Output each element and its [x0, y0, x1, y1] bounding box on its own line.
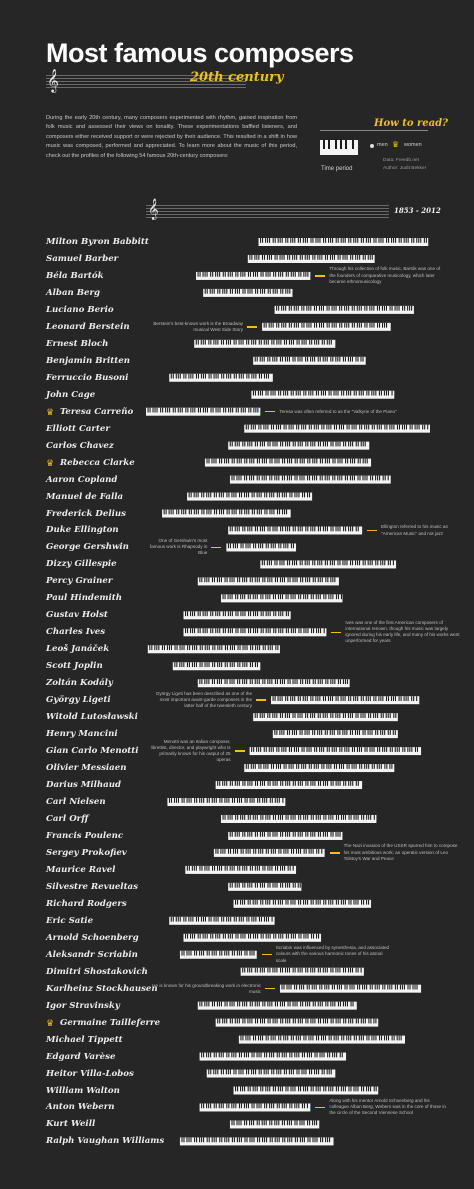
composer-name: Leonard Berstein — [46, 321, 130, 332]
composer-name: Karlheinz Stockhausen — [46, 983, 158, 994]
lifespan-bar — [205, 459, 371, 467]
lifespan-bar — [146, 408, 260, 416]
composer-name: Samuel Barber — [46, 253, 119, 264]
lifespan-bar — [184, 611, 291, 619]
composer-name: Carlos Chavez — [46, 440, 114, 451]
composer-name: Charles Ives — [46, 627, 106, 638]
composer-name: György Ligeti — [46, 695, 111, 706]
page-title: Most famous composers — [46, 38, 354, 68]
composer-name: Aleksandr Scriabin — [46, 949, 138, 960]
time-period-label: Time period — [321, 166, 353, 172]
crown-icon: ♛ — [46, 1017, 55, 1028]
composer-name: Duke Ellington — [46, 525, 119, 536]
lifespan-bar — [262, 323, 391, 331]
annotation-text: Ellington referred to his music as "American Music" and not jazz — [381, 524, 448, 536]
lifespan-bar — [228, 883, 301, 891]
lifespan-bar — [180, 1137, 334, 1145]
composer-name: Percy Grainer — [46, 576, 113, 587]
composer-name: Ferruccio Busoni — [46, 372, 129, 383]
lifespan-bar — [216, 1019, 379, 1027]
composer-name: Leoš Janáček — [46, 644, 110, 655]
crown-icon: ♛ — [392, 140, 400, 149]
annotation-text: Through his collection of folk music, Bartók was one of the founders of comparative musicology, which later became ethnomusicology — [329, 266, 441, 284]
lifespan-bar — [226, 543, 296, 551]
lifespan-bar — [234, 1087, 379, 1095]
composer-name: John Cage — [46, 389, 96, 400]
lifespan-bar — [198, 679, 350, 687]
composer-name: Igor Stravinsky — [46, 1000, 120, 1011]
lifespan-bar — [194, 340, 335, 348]
lifespan-bar — [259, 238, 429, 246]
composer-name: Germaine Tailleferre — [60, 1017, 161, 1028]
data-source: Data: Freedb.net — [383, 158, 419, 163]
composer-name: Dizzy Gillespie — [46, 559, 117, 570]
intro-text: During the early 20th century, many composers experimented with rhythm, gained inspiration from folk music and assessed their views on tonality. These experimentations baffled listeners, and composers either received support or were rejected by their audience. This resulted in a shift in how music was composed, performed and appreciated. To learn more about the music of this period, check out the profiles of the following 54 famous 20th-century composers: — [46, 115, 297, 159]
composer-name: Dimitri Shostakovich — [46, 966, 148, 977]
lifespan-bar — [260, 560, 396, 568]
lifespan-bar — [271, 696, 419, 704]
lifespan-bar — [214, 849, 325, 857]
composer-name: Aaron Copland — [46, 474, 118, 485]
composer-name: Béla Bartók — [46, 270, 104, 281]
lifespan-bar — [180, 951, 257, 959]
annotation-text: He is known for his groundbreaking work in electronic music — [152, 982, 261, 994]
lifespan-bar — [244, 425, 430, 433]
lifespan-bar — [280, 985, 421, 993]
lifespan-bar — [239, 1036, 405, 1044]
lifespan-bar — [234, 900, 372, 908]
lifespan-bar — [253, 357, 366, 365]
composer-name: Carl Orff — [46, 813, 89, 824]
composer-name: Ernest Bloch — [46, 338, 109, 349]
lifespan-bar — [196, 272, 310, 280]
annotation-text: Scriabin was influenced by synesthesia, and associated colours with the various harmonic tones of his atonal scale — [275, 945, 390, 963]
lifespan-bar — [167, 798, 285, 806]
lifespan-bar — [169, 917, 274, 925]
lifespan-bar — [162, 510, 291, 518]
composer-name: Maurice Ravel — [46, 864, 116, 875]
lifespan-bar — [221, 815, 376, 823]
lifespan-bar — [221, 594, 342, 602]
annotation-text: One of Gershwin's most famous work is Rhapsody in Blue — [149, 537, 208, 556]
composer-name: Ralph Vaughan Williams — [46, 1136, 165, 1147]
lifespan-bar — [207, 1070, 336, 1078]
lifespan-bar — [228, 832, 342, 840]
lifespan-bar — [253, 713, 398, 721]
lifespan-bar — [241, 968, 364, 976]
composer-name: Kurt Weill — [46, 1119, 96, 1130]
legend-men: men — [377, 142, 388, 148]
composer-name: Henry Mancini — [46, 729, 118, 740]
composer-name: Scott Joplin — [46, 661, 103, 672]
lifespan-bar — [228, 442, 369, 450]
annotation-text: György Ligeti has been described as one of the most important avant-garde composers in the latter half of the twentieth century — [155, 690, 253, 709]
lifespan-bar — [173, 662, 261, 670]
annotation-text: Teresa was often referred to as the "Valkyrie of the Piano" — [279, 408, 397, 414]
composer-name: Teresa Carreño — [60, 406, 134, 417]
composer-name: Elliott Carter — [46, 423, 110, 434]
lifespan-bar — [250, 747, 421, 755]
composer-name: Alban Berg — [46, 287, 101, 298]
lifespan-bar — [200, 1103, 311, 1111]
how-to-read-title: How to read? — [374, 118, 448, 129]
lifespan-bar — [275, 306, 414, 314]
composer-name: Witold Lutosławski — [46, 712, 138, 723]
composer-name: Gustav Holst — [46, 610, 108, 621]
composer-name: Michael Tippett — [46, 1034, 123, 1045]
author: Author: Judit Bekker — [383, 166, 427, 171]
composer-name: William Walton — [46, 1085, 120, 1096]
annotation-text: Along with his mentor Arnold Schoenberg and his colleague Alban Berg, Webern was in the core of those in the circle of the Second Viennese School — [329, 1097, 446, 1116]
composer-name: Darius Milhaud — [46, 780, 122, 791]
composer-name: Manuel de Falla — [46, 491, 124, 502]
annotation-text: Berstein's best-known work is the Broadway musical West Side Story — [153, 320, 244, 333]
lifespan-bar — [248, 255, 375, 263]
treble-clef-icon: 𝄞 — [47, 68, 59, 92]
lifespan-bar — [244, 764, 394, 772]
lifespan-bar — [148, 645, 280, 653]
composer-name: Anton Webern — [46, 1102, 115, 1113]
lifespan-bar — [169, 374, 273, 382]
lifespan-bar — [198, 1002, 357, 1010]
composer-name: Olivier Messiaen — [46, 763, 127, 774]
composer-name: Eric Satie — [46, 915, 94, 926]
composer-name: Silvestre Revueltas — [46, 881, 138, 892]
composer-name: Benjamin Britten — [46, 355, 130, 366]
axis-range-label: 1853 - 2012 — [394, 206, 441, 215]
lifespan-bar — [230, 476, 391, 484]
composer-name: Zoltán Kodály — [46, 678, 113, 689]
composer-name: Frederick Delius — [46, 508, 126, 519]
chart-clef-icon: 𝄞 — [148, 199, 159, 220]
lifespan-bar — [203, 289, 292, 297]
composer-name: Heitor Villa-Lobos — [46, 1068, 134, 1079]
composer-name: Francis Poulenc — [46, 830, 124, 841]
composer-name: Luciano Berio — [46, 304, 114, 315]
lifespan-bar — [184, 628, 327, 636]
subtitle: 20th century — [190, 70, 284, 85]
crown-icon: ♛ — [46, 457, 55, 468]
lifespan-bar — [187, 493, 312, 501]
lifespan-bar — [251, 391, 394, 399]
lifespan-bar — [200, 1053, 346, 1061]
legend-women: women — [404, 142, 422, 148]
lifespan-bar — [216, 781, 362, 789]
composer-name: Edgard Varèse — [46, 1051, 116, 1062]
crown-icon: ♛ — [46, 406, 55, 417]
annotation-text: Menotti was an Italian composer, librettist, director, and playwright who is primarily known for his output of 25 operas — [150, 738, 231, 763]
composer-name: Arnold Schoenberg — [46, 932, 139, 943]
composer-name: Gian Carlo Menotti — [46, 746, 139, 757]
annotation-text: The Nazi invasion of the USSR spurred him to compose his most ambitious work, an operatic version of Leo Tolstoy's War and Peace — [343, 843, 458, 861]
composer-name: Carl Nielsen — [46, 797, 106, 807]
lifespan-bar — [228, 526, 362, 534]
composer-name: Richard Rodgers — [46, 898, 127, 909]
lifespan-bar — [185, 866, 296, 874]
lifespan-bar — [230, 1120, 319, 1128]
lifespan-bar — [273, 730, 398, 738]
composer-name: Rebecca Clarke — [60, 457, 135, 468]
composer-name: George Gershwin — [46, 542, 129, 553]
composer-name: Sergey Prokofiev — [46, 847, 127, 858]
composer-name: Milton Byron Babbitt — [46, 237, 149, 247]
lifespan-bar — [198, 577, 339, 585]
composer-name: Paul Hindemith — [46, 593, 122, 604]
lifespan-bar — [184, 934, 322, 942]
annotation-text: Ives was one of the first American composers of international renown, though his music was largely ignored during his early life, and many of his works went unperformed for years — [345, 619, 460, 644]
